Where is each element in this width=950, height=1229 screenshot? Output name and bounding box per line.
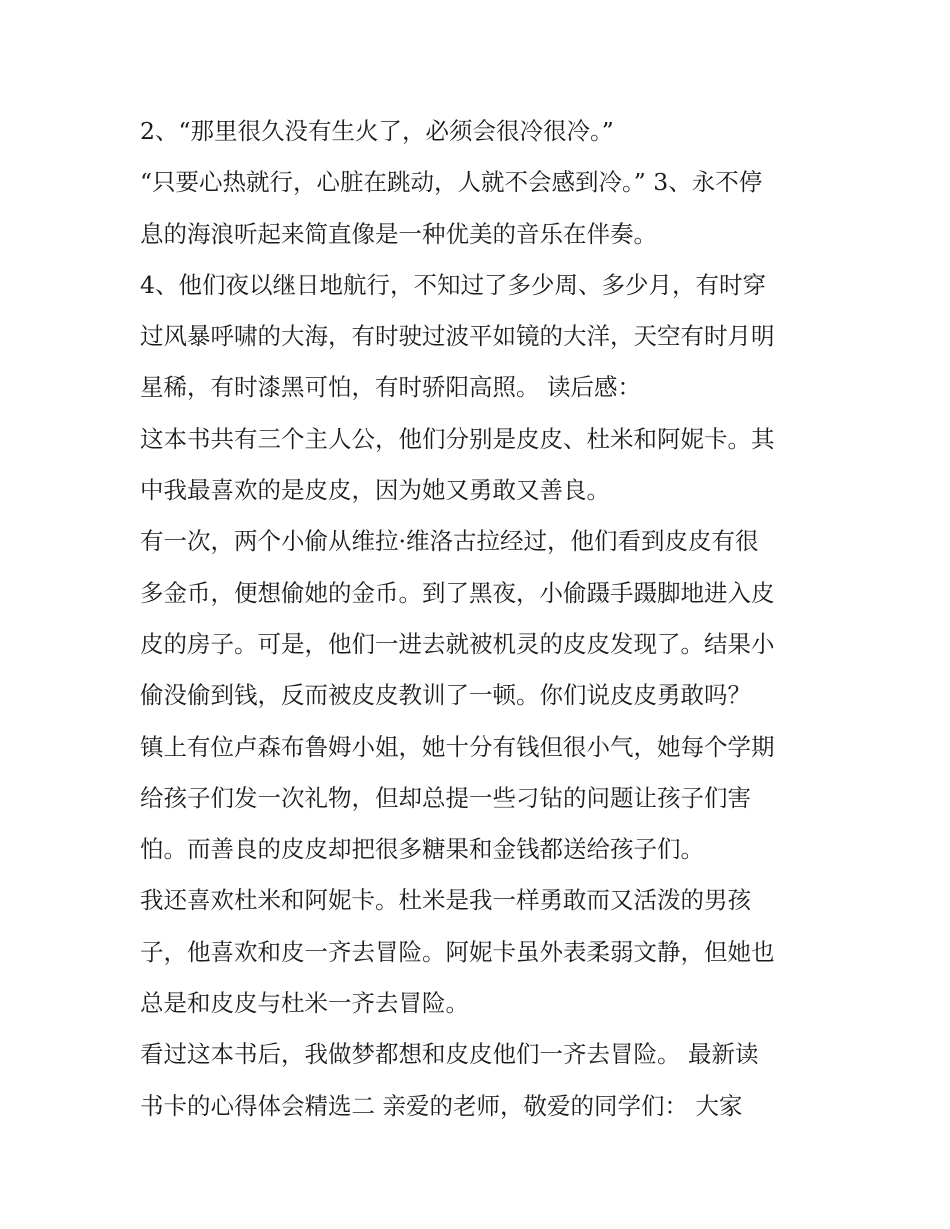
text-line: “只要心热就行，心脏在跳动，人就不会感到冷。” 3、永不停 [140, 168, 763, 197]
text-line: 给孩子们发一次礼物，但却总提一些刁钻的问题让孩子们害 [140, 783, 751, 812]
text-line: 镇上有位卢森布鲁姆小姐，她十分有钱但很小气，她每个学期 [140, 732, 775, 761]
text-line: 多金币，便想偷她的金币。到了黑夜，小偷蹑手蹑脚地进入皮 [140, 578, 775, 607]
text-line: 息的海浪听起来简直像是一种优美的音乐在伴奏。 [140, 219, 657, 248]
text-line: 总是和皮皮与杜米一齐去冒险。 [140, 989, 469, 1018]
text-line: 偷没偷到钱，反而被皮皮教训了一顿。你们说皮皮勇敢吗？ [140, 681, 751, 710]
text-line: 书卡的心得体会精选二 亲爱的老师，敬爱的同学们： 大家 [140, 1091, 743, 1120]
text-line: 皮的房子。可是，他们一进去就被机灵的皮皮发现了。结果小 [140, 629, 775, 658]
text-line: 过风暴呼啸的大海，有时驶过波平如镜的大洋，天空有时月明 [140, 322, 775, 351]
text-line: 我还喜欢杜米和阿妮卡。杜米是我一样勇敢而又活泼的男孩 [140, 886, 751, 915]
body-text [140, 106, 820, 1132]
text-line: 2、“那里很久没有生火了，必须会很冷很冷。” [140, 117, 614, 145]
text-line: 子，他喜欢和皮一齐去冒险。阿妮卡虽外表柔弱文静，但她也 [140, 937, 775, 966]
text-line: 怕。而善良的皮皮却把很多糖果和金钱都送给孩子们。 [140, 835, 704, 864]
text-line: 看过这本书后，我做梦都想和皮皮他们一齐去冒险。 最新读 [140, 1040, 759, 1069]
text-line: 星稀，有时漆黑可怕，有时骄阳高照。 读后感： [140, 373, 641, 402]
text-line: 中我最喜欢的是皮皮，因为她又勇敢又善良。 [140, 476, 610, 505]
text-line: 这本书共有三个主人公，他们分别是皮皮、杜米和阿妮卡。其 [140, 424, 775, 453]
text-line: 有一次，两个小偷从维拉·维洛古拉经过，他们看到皮皮有很 [140, 527, 759, 556]
text-line: 4、他们夜以继日地航行，不知过了多少周、多少月，有时穿 [140, 270, 766, 299]
